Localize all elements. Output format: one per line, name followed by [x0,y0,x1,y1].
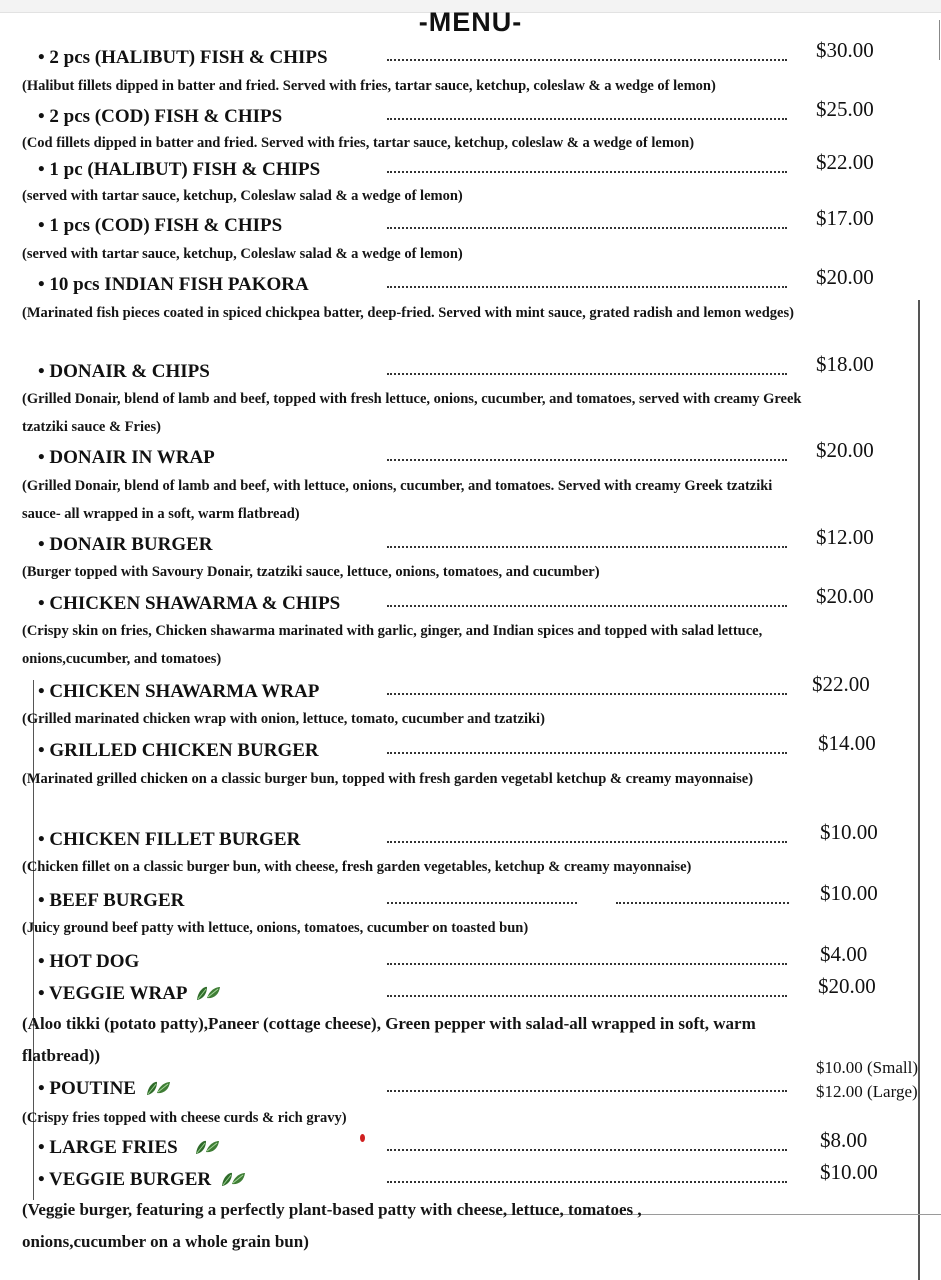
dot-leader [387,286,787,288]
dot-leader [387,59,787,61]
menu-item [0,150,941,184]
leaf-icon [195,984,221,1002]
item-price: $22.00 [816,150,874,174]
item-name: • GRILLED CHICKEN BURGER [38,740,319,761]
item-price: $20.00 [816,438,874,462]
item-name-wrap [38,1168,246,1192]
dot-leader [387,902,577,904]
item-description: (Grilled Donair, blend of lamb and beef, with lettuce, onions, cucumber, and tomatoes. Served with creamy Greek tzatziki sauce- all wrapped in a soft, warm flatbread) [22,478,773,522]
item-name-wrap [38,1136,220,1160]
dot-leader [387,995,787,997]
item-name: • 2 pcs (HALIBUT) FISH & CHIPS [38,47,328,68]
dot-leader [387,963,787,965]
item-description: (Chicken fillet on a classic burger bun, with cheese, fresh garden vegetables, ketchup & creamy mayonnaise) [22,859,692,875]
dot-leader [387,373,787,375]
dot-leader [616,902,789,904]
menu-item [0,820,941,854]
menu-title: -MENU- [418,7,523,37]
item-price: $14.00 [818,731,876,755]
item-name: • 1 pcs (COD) FISH & CHIPS [38,215,283,236]
menu-item [0,352,941,386]
dot-leader [387,752,787,754]
item-description: (Grilled Donair, blend of lamb and beef, topped with fresh lettuce, onions, cucumber, and tomatoes, served with creamy Greek tzatziki sauce & Fries) [22,391,802,435]
item-price: $10.00 [820,1160,878,1184]
leaf-icon [194,1138,220,1156]
item-description: (Halibut fillets dipped in batter and fried. Served with fries, tartar sauce, ketchup, coleslaw & a wedge of lemon) [22,78,716,94]
item-price: $18.00 [816,352,874,376]
item-name: • POUTINE [38,1078,136,1099]
menu-item [0,672,941,706]
menu-item [0,525,941,559]
item-price-group [816,1056,918,1104]
leaf-icon [145,1079,171,1097]
dot-leader [387,546,787,548]
item-description: (Marinated fish pieces coated in spiced chickpea batter, deep-fried. Served with mint sauce, grated radish and lemon wedges) [22,305,794,321]
item-description: (Aloo tikki (potato patty),Paneer (cottage cheese), Green pepper with salad-all wrapped in soft, warm flatbread)) [22,1014,756,1065]
item-name: • DONAIR BURGER [38,534,213,555]
item-name: • LARGE FRIES [38,1137,178,1158]
item-name: • CHICKEN FILLET BURGER [38,829,301,850]
item-name: • DONAIR & CHIPS [38,361,210,382]
item-description: (Juicy ground beef patty with lettuce, onions, tomatoes, cucumber on toasted bun) [22,920,529,936]
menu-item [0,1073,941,1103]
item-price: $20.00 [816,265,874,289]
dot-leader [387,227,787,229]
dot-leader [387,693,787,695]
item-description: (Crispy fries topped with cheese curds & rich gravy) [22,1110,347,1126]
menu-item [0,942,941,976]
item-price: $10.00 [820,820,878,844]
item-name: • CHICKEN SHAWARMA WRAP [38,681,320,702]
item-description: (Burger topped with Savoury Donair, tzatziki sauce, lettuce, onions, tomatoes, and cucumber) [22,564,600,580]
menu-item [0,265,941,299]
menu-item [0,731,941,765]
item-price-large: $12.00 (Large) [816,1082,918,1101]
item-name-wrap [38,982,221,1006]
item-price: $17.00 [816,206,874,230]
dot-leader [387,118,787,120]
item-name: • BEEF BURGER [38,890,185,911]
item-name: • VEGGIE WRAP [38,983,187,1004]
item-name: • CHICKEN SHAWARMA & CHIPS [38,593,341,614]
item-name-wrap [38,1077,171,1101]
menu-item [0,438,941,472]
item-name: • DONAIR IN WRAP [38,447,215,468]
item-price: $25.00 [816,97,874,121]
item-name: • 10 pcs INDIAN FISH PAKORA [38,274,309,295]
item-name: • HOT DOG [38,951,140,972]
menu-item [0,1128,941,1162]
item-price: $4.00 [820,942,868,966]
item-price: $20.00 [816,584,874,608]
menu-item [0,974,941,1008]
item-price: $8.00 [820,1128,868,1152]
item-name: • 1 pc (HALIBUT) FISH & CHIPS [38,159,321,180]
leaf-icon [220,1170,246,1188]
item-price: $20.00 [818,974,876,998]
menu-item [0,38,941,72]
menu-item [0,881,941,915]
item-description: (Marinated grilled chicken on a classic burger bun, topped with fresh garden vegetabl ketchup & creamy mayonnaise) [22,771,754,787]
dot-leader [387,605,787,607]
dot-leader [387,841,787,843]
dot-leader [387,1181,787,1183]
item-description: (Veggie burger, featuring a perfectly plant-based patty with cheese, lettuce, tomatoes , onions,cucumber on a whole grain bun) [22,1200,642,1251]
item-description: (Crispy skin on fries, Chicken shawarma marinated with garlic, ginger, and Indian spices and topped with salad lettuce, onions,cucumber, and tomatoes) [22,623,763,667]
menu-item [0,584,941,618]
dot-leader [387,1149,787,1151]
menu-item [0,206,941,240]
menu-item [0,1160,941,1194]
dot-leader [387,1090,787,1092]
item-price: $30.00 [816,38,874,62]
item-price: $10.00 [820,881,878,905]
item-description: (Cod fillets dipped in batter and fried. Served with fries, tartar sauce, ketchup, coleslaw & a wedge of lemon) [22,135,695,151]
item-description: (served with tartar sauce, ketchup, Coleslaw salad & a wedge of lemon) [22,188,463,204]
item-name: • VEGGIE BURGER [38,1169,212,1190]
item-price: $22.00 [812,672,870,696]
item-name: • 2 pcs (COD) FISH & CHIPS [38,106,283,127]
item-price: $12.00 [816,525,874,549]
dot-leader [387,171,787,173]
dot-leader [387,459,787,461]
menu-item [0,97,941,131]
item-description: (Grilled marinated chicken wrap with onion, lettuce, tomato, cucumber and tzatziki) [22,711,545,727]
item-price-small: $10.00 (Small) [816,1058,918,1077]
item-description: (served with tartar sauce, ketchup, Coleslaw salad & a wedge of lemon) [22,246,463,262]
